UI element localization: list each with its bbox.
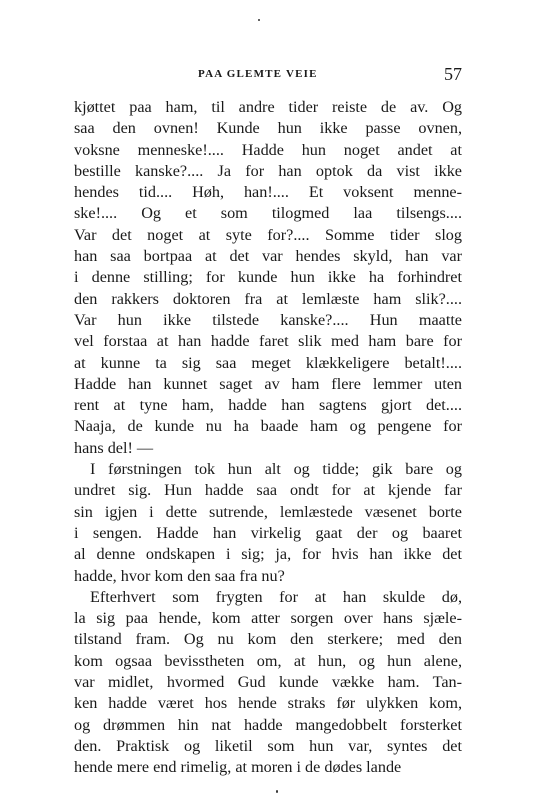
text-line: at kunne ta sig saa meget klækkeligere betalt!.... bbox=[74, 353, 462, 372]
text-line: al denne ondskapen i sig; ja, for hvis han ikke det bbox=[74, 545, 462, 564]
text-line: Var hun ikke tilstede kanske?.... Hun maatte bbox=[74, 310, 462, 329]
text-line: den. Praktisk og liketil som hun var, syntes det bbox=[74, 736, 462, 755]
text-line: voksne menneske!.... Hadde hun noget andet at bbox=[74, 140, 462, 159]
text-line: la sig paa hende, kom atter sorgen over hans sjæle- bbox=[74, 609, 462, 628]
text-line: i denne stilling; for kunde hun ikke ha forhindret bbox=[74, 268, 462, 287]
text-line: tilstand fram. Og nu kom den sterkere; med den bbox=[74, 630, 462, 649]
text-line: Efterhvert som frygten for at han skulde dø, bbox=[90, 587, 462, 606]
text-line: hendes tid.... Høh, han!.... Et voksent menne- bbox=[74, 183, 462, 202]
print-speck-top bbox=[258, 19, 260, 21]
text-line: ken hadde været hos hende straks før ulykken kom, bbox=[74, 694, 462, 713]
text-line: den rakkers doktoren fra at lemlæste ham slik?.... bbox=[74, 289, 462, 308]
text-line: var midlet, hvormed Gud kunde vække ham. Tan- bbox=[74, 673, 462, 692]
body-text bbox=[74, 97, 462, 779]
text-line: saa den ovnen! Kunde hun ikke passe ovnen, bbox=[74, 119, 462, 138]
text-line: I førstningen tok hun alt og tidde; gik bare og bbox=[90, 460, 462, 479]
print-speck-bottom bbox=[276, 790, 278, 793]
text-line: i sengen. Hadde han virkelig gaat der og baaret bbox=[74, 523, 462, 542]
text-line: rent at tyne ham, hadde han sagtens gjort det.... bbox=[74, 396, 462, 415]
running-head: PAA GLEMTE VEIE bbox=[198, 68, 318, 80]
text-line: bestille kanske?.... Ja for han optok da vist ikke bbox=[74, 161, 462, 180]
text-line: hadde, hvor kom den saa fra nu? bbox=[74, 566, 285, 585]
text-line: kjøttet paa ham, til andre tider reiste de av. Og bbox=[74, 98, 462, 116]
text-line: hans del! — bbox=[74, 438, 154, 457]
text-line: hende mere end rimelig, at moren i de dødes lande bbox=[74, 758, 402, 777]
text-line: vel forstaa at han hadde faret slik med ham bare for bbox=[74, 332, 462, 351]
page-header bbox=[74, 64, 462, 88]
text-line: Hadde han kunnet saget av ham flere lemmer uten bbox=[74, 374, 462, 393]
text-line: kom ogsaa bevisstheten om, at hun, og hun alene, bbox=[74, 651, 462, 670]
text-line: Var det noget at syte for?.... Somme tider slog bbox=[74, 225, 462, 244]
text-line: ske!.... Og et som tilogmed laa tilsengs.... bbox=[74, 204, 462, 223]
text-line: undret sig. Hun hadde saa ondt for at kjende far bbox=[74, 481, 462, 500]
text-line: Naaja, de kunde nu ha baade ham og pengene for bbox=[74, 417, 462, 436]
page-number: 57 bbox=[444, 64, 462, 84]
text-line: sin igjen i dette sutrende, lemlæstede væsenet borte bbox=[74, 502, 462, 521]
text-line: han saa bortpaa at det var hendes skyld, han var bbox=[74, 247, 462, 266]
text-line: og drømmen hin nat hadde mangedobbelt forsterket bbox=[74, 715, 462, 734]
